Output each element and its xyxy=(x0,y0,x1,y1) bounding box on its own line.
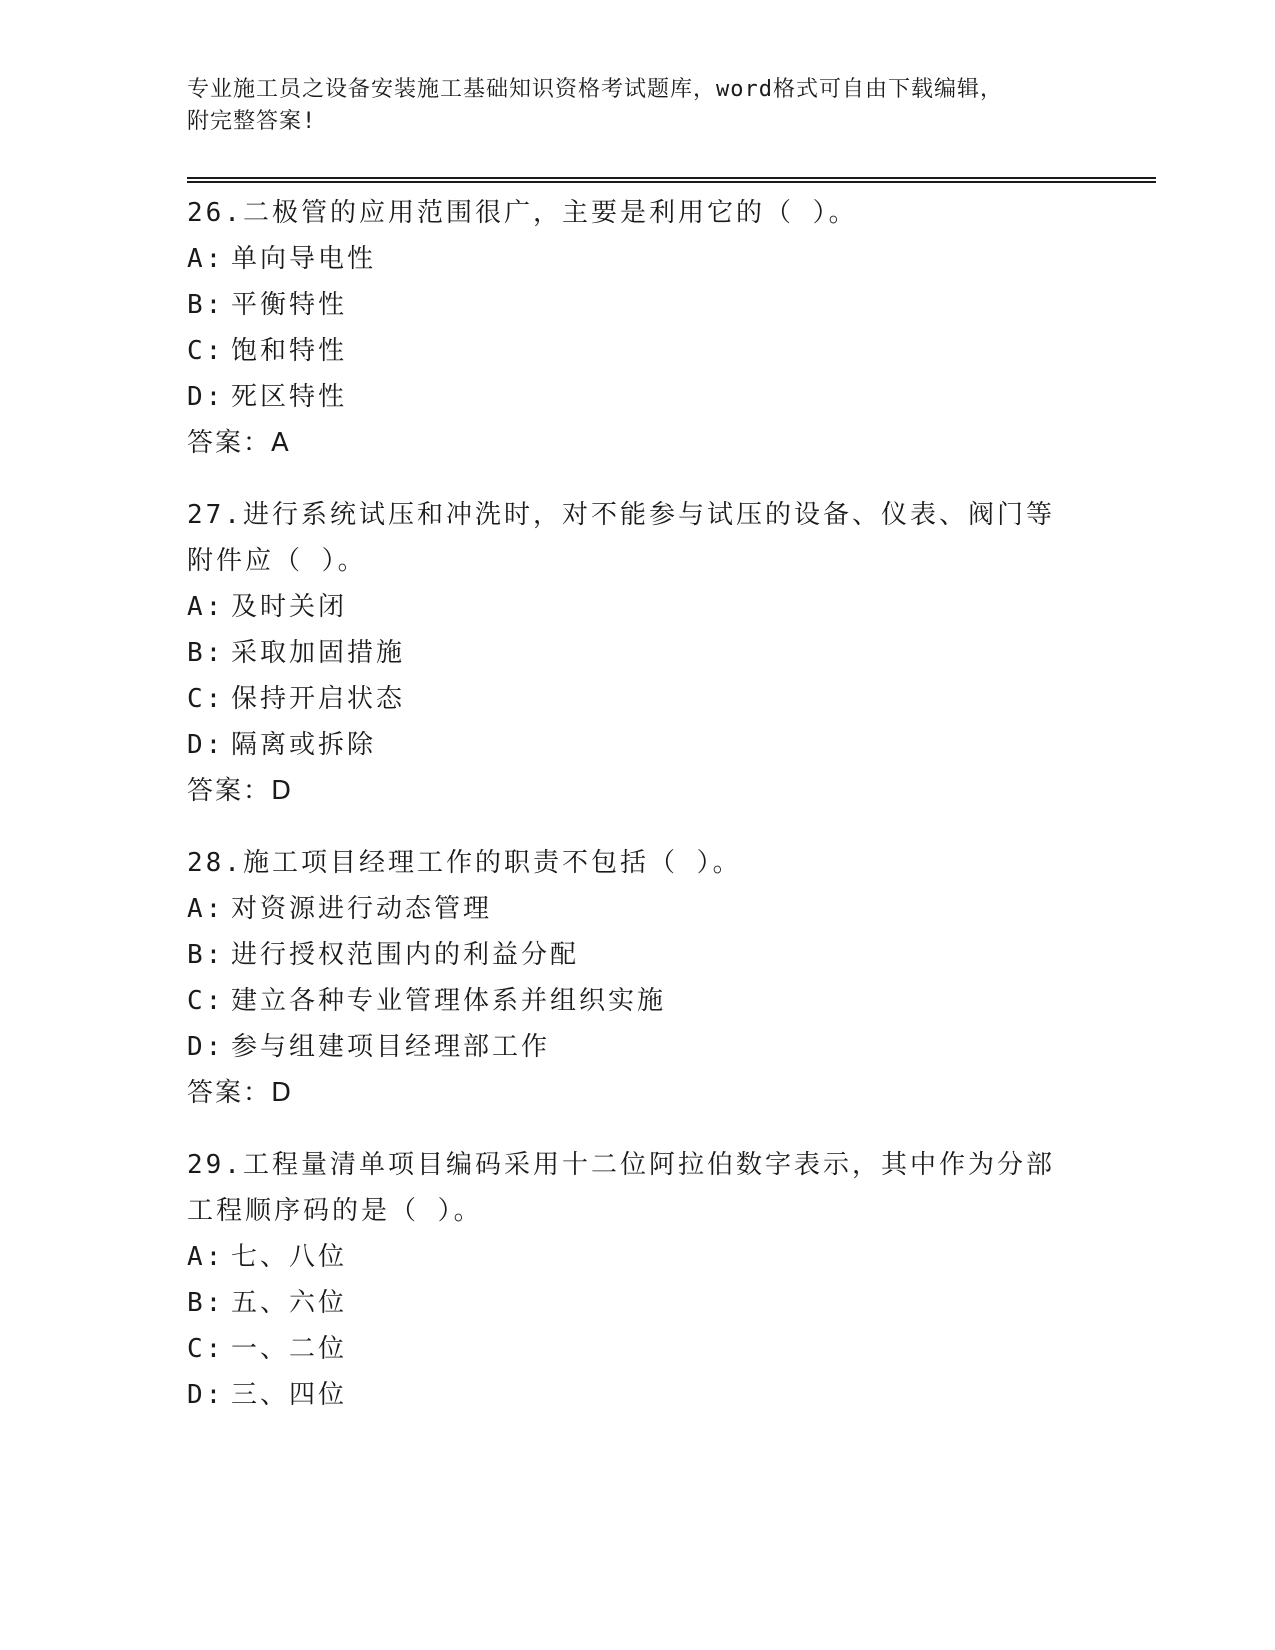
option-text: 建立各种专业管理体系并组织实施 xyxy=(231,986,667,1016)
option-text: 对资源进行动态管理 xyxy=(231,894,493,924)
option-letter: A: xyxy=(187,592,225,622)
option-text: 单向导电性 xyxy=(231,244,377,274)
option-text: 及时关闭 xyxy=(231,592,348,622)
option-text: 三、四位 xyxy=(231,1380,348,1410)
header-line-2: 附完整答案! xyxy=(187,109,317,134)
option-letter: D: xyxy=(187,382,225,412)
option-d xyxy=(187,722,1087,768)
option-text: 参与组建项目经理部工作 xyxy=(231,1032,551,1062)
option-b xyxy=(187,282,1087,328)
option-letter: B: xyxy=(187,638,225,668)
option-text: 隔离或拆除 xyxy=(231,730,377,760)
option-text: 五、六位 xyxy=(231,1288,348,1318)
header-line-1: 专业施工员之设备安装施工基础知识资格考试题库，word格式可自由下载编辑， xyxy=(187,77,1003,102)
option-c xyxy=(187,676,1087,722)
option-b xyxy=(187,630,1087,676)
option-text: 七、八位 xyxy=(231,1242,348,1272)
question-list xyxy=(187,190,1087,1444)
question-stem: 27.进行系统试压和冲洗时，对不能参与试压的设备、仪表、阀门等附件应（ ）。 xyxy=(187,500,1055,576)
option-letter: A: xyxy=(187,244,225,274)
option-c xyxy=(187,1326,1087,1372)
option-text: 进行授权范围内的利益分配 xyxy=(231,940,580,970)
question-stem: 26.二极管的应用范围很广，主要是利用它的（ ）。 xyxy=(187,198,858,228)
option-letter: D: xyxy=(187,1380,225,1410)
option-letter: C: xyxy=(187,336,225,366)
option-letter: B: xyxy=(187,290,225,320)
answer-line: 答案：D xyxy=(187,1078,294,1108)
option-text: 采取加固措施 xyxy=(231,638,406,668)
option-b xyxy=(187,932,1087,978)
option-letter: D: xyxy=(187,1032,225,1062)
option-letter: C: xyxy=(187,1334,225,1364)
question-stem: 29.工程量清单项目编码采用十二位阿拉伯数字表示，其中作为分部工程顺序码的是（ ）。 xyxy=(187,1150,1055,1226)
document-header xyxy=(187,74,1087,138)
question-27 xyxy=(187,492,1087,814)
option-text: 保持开启状态 xyxy=(231,684,406,714)
option-a xyxy=(187,1234,1087,1280)
question-stem: 28.施工项目经理工作的职责不包括（ ）。 xyxy=(187,848,742,878)
option-letter: C: xyxy=(187,986,225,1016)
option-a xyxy=(187,886,1087,932)
option-letter: A: xyxy=(187,1242,225,1272)
question-28 xyxy=(187,840,1087,1116)
answer-line: 答案：A xyxy=(187,428,291,458)
option-letter: B: xyxy=(187,940,225,970)
option-d xyxy=(187,374,1087,420)
option-a xyxy=(187,236,1087,282)
option-b xyxy=(187,1280,1087,1326)
option-c xyxy=(187,328,1087,374)
option-text: 平衡特性 xyxy=(231,290,348,320)
question-29 xyxy=(187,1142,1087,1418)
answer-line: 答案：D xyxy=(187,776,294,806)
question-26 xyxy=(187,190,1087,466)
option-text: 饱和特性 xyxy=(231,336,348,366)
option-a xyxy=(187,584,1087,630)
option-d xyxy=(187,1372,1087,1418)
option-text: 死区特性 xyxy=(231,382,348,412)
option-letter: D: xyxy=(187,730,225,760)
option-d xyxy=(187,1024,1087,1070)
header-double-rule xyxy=(187,177,1156,183)
option-letter: A: xyxy=(187,894,225,924)
option-c xyxy=(187,978,1087,1024)
option-letter: B: xyxy=(187,1288,225,1318)
option-text: 一、二位 xyxy=(231,1334,348,1364)
option-letter: C: xyxy=(187,684,225,714)
